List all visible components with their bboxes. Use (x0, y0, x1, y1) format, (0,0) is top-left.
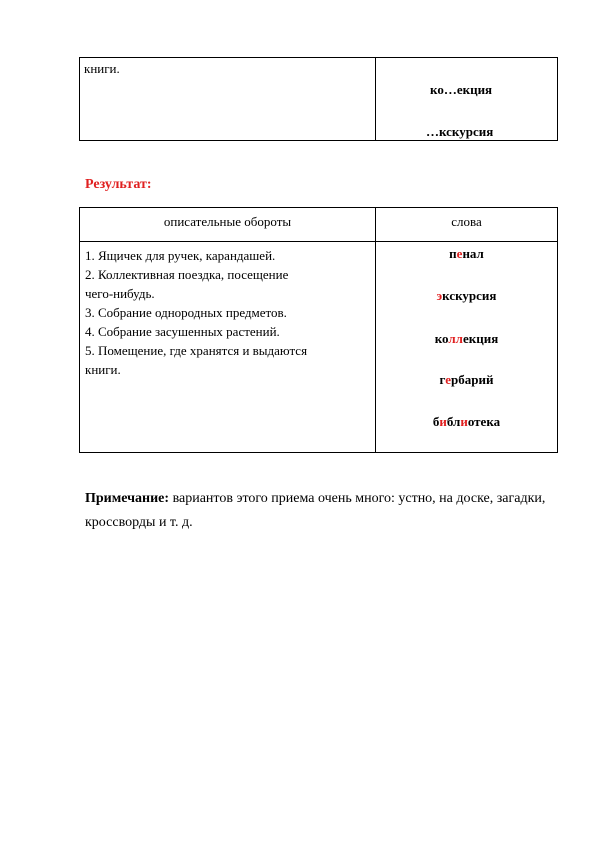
word-penal: пенал (449, 246, 484, 261)
note-text: вариантов этого приема очень много: устно, на доске, загадки, кроссворды и т. д. (85, 491, 546, 530)
header-divider (80, 241, 557, 242)
word-gerbariy: гербарий (439, 372, 494, 387)
header-descriptions: описательные обороты (163, 214, 292, 229)
descriptions-cell (85, 246, 355, 379)
word-cell-2: …кскурсия (426, 124, 494, 139)
description-line: 2. Коллективная поездка, посещение (85, 267, 289, 282)
description-cell-text: книги. (84, 61, 120, 76)
word-cell-1: ко…екция (430, 82, 493, 97)
description-line: 4. Собрание засушенных растений. (85, 324, 280, 339)
note-paragraph (85, 487, 565, 535)
result-table (79, 207, 558, 453)
column-divider (375, 58, 376, 140)
result-heading: Результат: (85, 177, 152, 192)
description-line: 5. Помещение, где хранятся и выдаются (85, 343, 308, 358)
note-label: Примечание: (85, 491, 170, 506)
description-line: книги. (85, 362, 121, 377)
description-line: 3. Собрание однородных предметов. (85, 305, 287, 320)
continued-table (79, 57, 558, 141)
word-biblioteka: библиотека (432, 414, 501, 429)
word-kollektsiya: коллекция (434, 331, 499, 346)
description-line: чего-нибудь. (85, 286, 155, 301)
description-line: 1. Ящичек для ручек, карандашей. (85, 248, 276, 263)
word-ekskursiya: экскурсия (436, 288, 497, 303)
header-words: слова (451, 214, 482, 229)
